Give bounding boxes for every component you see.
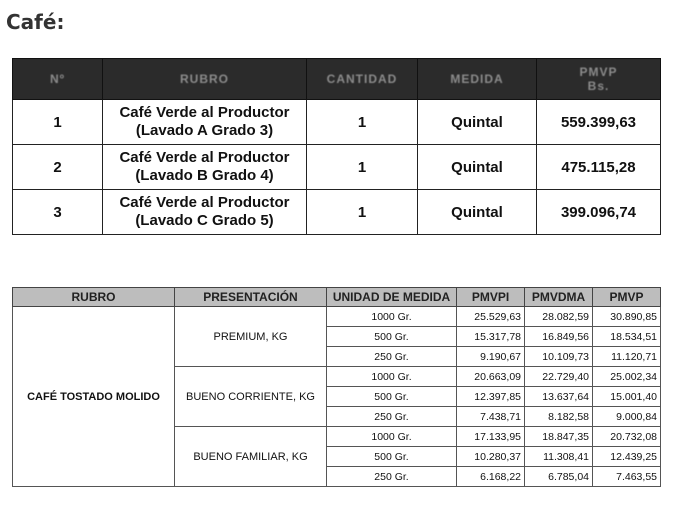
unidad-cell: 1000 Gr. xyxy=(327,427,457,447)
col-header-pmvpi: PMVPI xyxy=(457,288,525,307)
pmvp-cell: 7.463,55 xyxy=(593,467,661,487)
unidad-cell: 250 Gr. xyxy=(327,407,457,427)
col-header-unidad: UNIDAD DE MEDIDA xyxy=(327,288,457,307)
pmvdma-cell: 11.308,41 xyxy=(525,447,593,467)
unidad-cell: 250 Gr. xyxy=(327,467,457,487)
table-header-row xyxy=(13,59,661,100)
pmvp-cell: 25.002,34 xyxy=(593,367,661,387)
unidad-cell: 500 Gr. xyxy=(327,327,457,347)
page-heading: Café: xyxy=(6,10,65,34)
pmvp-cell: 30.890,85 xyxy=(593,307,661,327)
row-medida: Quintal xyxy=(418,145,537,190)
pmvpi-cell: 10.280,37 xyxy=(457,447,525,467)
pmvdma-cell: 28.082,59 xyxy=(525,307,593,327)
pmvp-cell: 18.534,51 xyxy=(593,327,661,347)
presentacion-cell: PREMIUM, KG xyxy=(175,307,327,367)
col-header-medida: MEDIDA xyxy=(418,59,537,100)
row-cantidad: 1 xyxy=(307,100,418,145)
row-rubro: Café Verde al Productor (Lavado B Grado 4) xyxy=(103,145,307,190)
pmvdma-cell: 6.785,04 xyxy=(525,467,593,487)
row-rubro: Café Verde al Productor (Lavado A Grado 3) xyxy=(103,100,307,145)
presentacion-cell: BUENO CORRIENTE, KG xyxy=(175,367,327,427)
unidad-cell: 250 Gr. xyxy=(327,347,457,367)
col-header-rubro: RUBRO xyxy=(13,288,175,307)
unidad-cell: 1000 Gr. xyxy=(327,307,457,327)
row-cantidad: 1 xyxy=(307,145,418,190)
row-pmvp: 475.115,28 xyxy=(537,145,661,190)
pmvpi-cell: 9.190,67 xyxy=(457,347,525,367)
row-pmvp: 399.096,74 xyxy=(537,190,661,235)
pmvpi-cell: 25.529,63 xyxy=(457,307,525,327)
pmvp-cell: 9.000,84 xyxy=(593,407,661,427)
presentacion-cell: BUENO FAMILIAR, KG xyxy=(175,427,327,487)
table-header-row xyxy=(13,288,661,307)
pmvp-cell: 12.439,25 xyxy=(593,447,661,467)
col-header-num: Nº xyxy=(13,59,103,100)
row-cantidad: 1 xyxy=(307,190,418,235)
pmvdma-cell: 18.847,35 xyxy=(525,427,593,447)
pmvpi-cell: 6.168,22 xyxy=(457,467,525,487)
col-header-cantidad: CANTIDAD xyxy=(307,59,418,100)
green-coffee-table xyxy=(12,58,661,235)
pmvpi-cell: 17.133,95 xyxy=(457,427,525,447)
pmvpi-cell: 12.397,85 xyxy=(457,387,525,407)
pmvp-cell: 15.001,40 xyxy=(593,387,661,407)
pmvdma-cell: 8.182,58 xyxy=(525,407,593,427)
col-header-pmvp: PMVP xyxy=(593,288,661,307)
row-num: 1 xyxy=(13,100,103,145)
col-header-presentacion: PRESENTACIÓN xyxy=(175,288,327,307)
table-row xyxy=(13,307,661,327)
row-medida: Quintal xyxy=(418,100,537,145)
pmvp-cell: 20.732,08 xyxy=(593,427,661,447)
unidad-cell: 1000 Gr. xyxy=(327,367,457,387)
pmvdma-cell: 22.729,40 xyxy=(525,367,593,387)
col-header-pmvdma: PMVDMA xyxy=(525,288,593,307)
table-row xyxy=(13,190,661,235)
pmvpi-cell: 7.438,71 xyxy=(457,407,525,427)
pmvdma-cell: 10.109,73 xyxy=(525,347,593,367)
roasted-coffee-table xyxy=(12,287,661,487)
unidad-cell: 500 Gr. xyxy=(327,387,457,407)
col-header-rubro: RUBRO xyxy=(103,59,307,100)
row-pmvp: 559.399,63 xyxy=(537,100,661,145)
rubro-cell: CAFÉ TOSTADO MOLIDO xyxy=(13,307,175,487)
row-num: 3 xyxy=(13,190,103,235)
table-row xyxy=(13,100,661,145)
pmvdma-cell: 13.637,64 xyxy=(525,387,593,407)
pmvdma-cell: 16.849,56 xyxy=(525,327,593,347)
row-rubro: Café Verde al Productor (Lavado C Grado 5) xyxy=(103,190,307,235)
pmvpi-cell: 20.663,09 xyxy=(457,367,525,387)
row-medida: Quintal xyxy=(418,190,537,235)
row-num: 2 xyxy=(13,145,103,190)
col-header-pmvp: PMVP Bs. xyxy=(537,59,661,100)
unidad-cell: 500 Gr. xyxy=(327,447,457,467)
pmvp-cell: 11.120,71 xyxy=(593,347,661,367)
table-row xyxy=(13,145,661,190)
pmvpi-cell: 15.317,78 xyxy=(457,327,525,347)
